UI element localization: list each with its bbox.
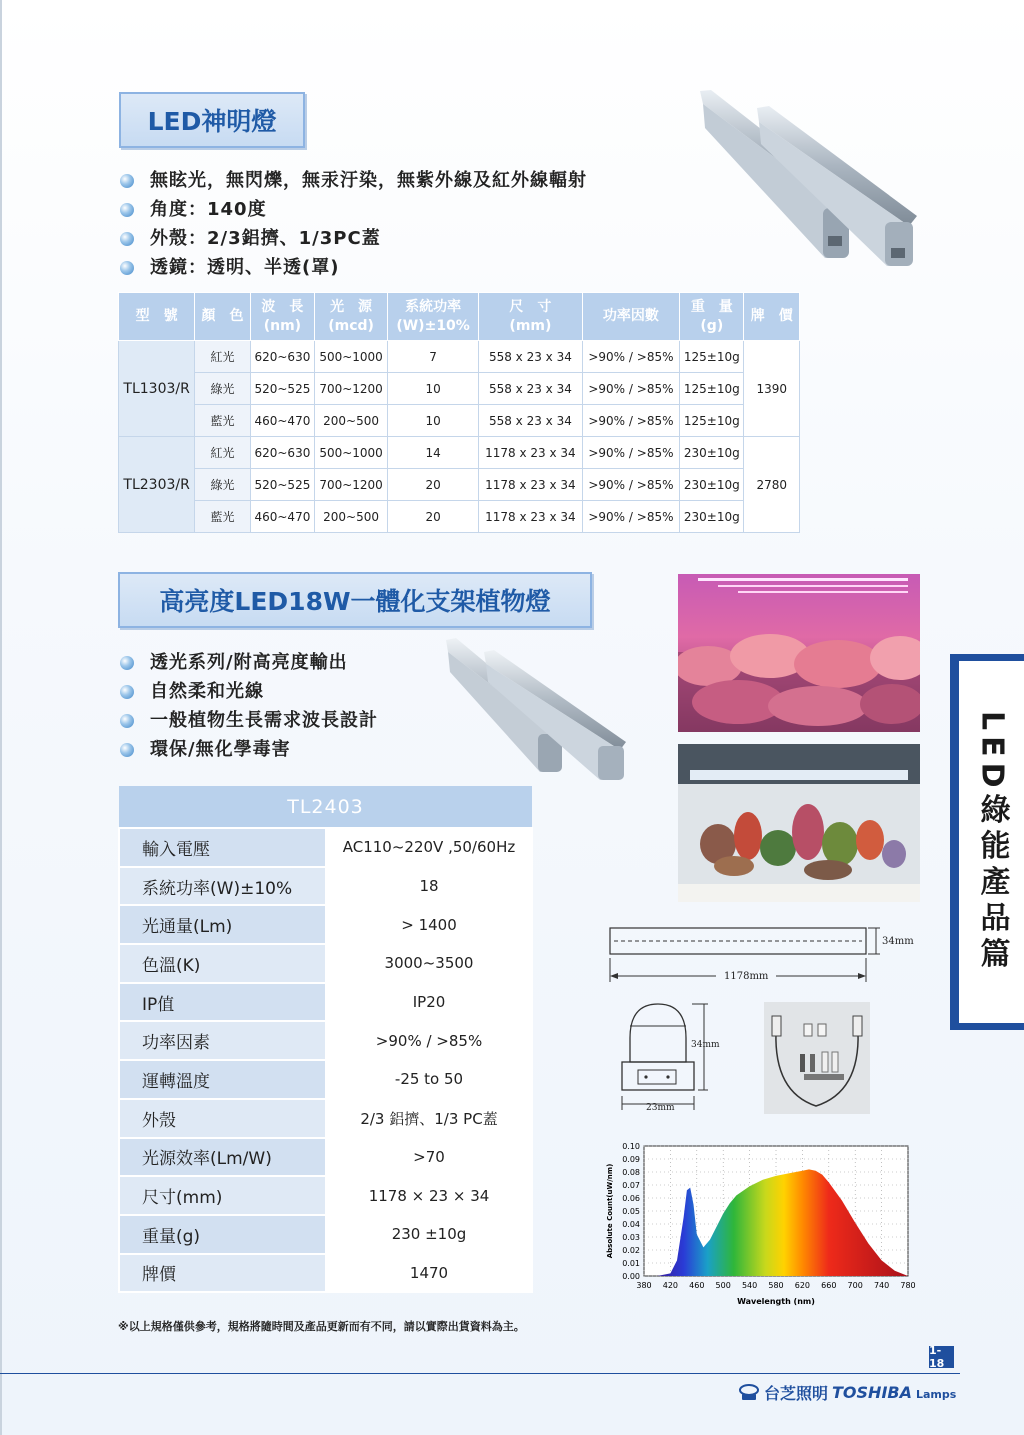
spec-key: 色溫(K) (119, 944, 326, 983)
spec-key: 系統功率(W)±10% (119, 867, 326, 906)
pf-cell: >90% / >85% (582, 405, 679, 437)
wave-cell: 520~525 (250, 373, 314, 405)
section2-feature-item: 透光系列/附高亮度輸出 (120, 648, 378, 677)
chart-y-tick-label: 0.05 (622, 1207, 640, 1216)
size-cell: 1178 x 23 x 34 (479, 501, 583, 533)
size-cell: 558 x 23 x 34 (479, 405, 583, 437)
spec-value: IP20 (326, 983, 532, 1022)
chart-x-tick-label: 420 (662, 1281, 679, 1290)
section2-feature-item: 環保/無化學毒害 (120, 735, 378, 764)
chart-x-tick-label: 460 (689, 1281, 705, 1290)
tl2403-spec-row (119, 1254, 532, 1293)
spec-disclaimer-note: ※以上規格僅供參考，規格將隨時間及產品更新而有不同，請以實際出貨資料為主。 (118, 1320, 525, 1333)
model-cell: TL1303/R (119, 341, 195, 437)
height-dimension-label: 34mm (882, 936, 914, 947)
price-cell: 2780 (744, 437, 800, 533)
section1-feature-item: 透鏡：透明、半透(罩) (120, 253, 587, 282)
spec1-header-line: 顏 色 (201, 308, 244, 324)
spec-value: >90% / >85% (326, 1021, 532, 1060)
tl2403-spec-row (119, 1176, 532, 1215)
mcd-cell: 500~1000 (315, 437, 388, 469)
page-left-border (0, 0, 2, 1435)
spec-key: 運轉溫度 (119, 1060, 326, 1099)
spec1-column-header (119, 293, 195, 341)
tl2403-spec-row (119, 1060, 532, 1099)
tl2403-spec-table (118, 786, 533, 1293)
chart-y-tick-label: 0.09 (622, 1155, 640, 1164)
pf-cell: >90% / >85% (582, 373, 679, 405)
mcd-cell: 700~1200 (315, 373, 388, 405)
page-number: 1-18 (929, 1346, 954, 1368)
pf-cell: >90% / >85% (582, 501, 679, 533)
spectrum-chart (600, 1136, 930, 1312)
spec1-column-header (195, 293, 250, 341)
section1-feature-list (120, 166, 587, 282)
chart-y-tick-label: 0.00 (622, 1272, 640, 1281)
spec1-column-header (582, 293, 679, 341)
size-cell: 558 x 23 x 34 (479, 373, 583, 405)
watt-cell: 10 (388, 405, 479, 437)
tl2403-model-header: TL2403 (119, 786, 532, 828)
section2-feature-list (120, 648, 378, 764)
spec1-header-unit: (W)±10% (396, 317, 470, 334)
spec1-header-unit: (nm) (263, 317, 302, 334)
spec1-row (119, 405, 800, 437)
chart-x-tick-label: 580 (768, 1281, 784, 1290)
spec1-column-header (744, 293, 800, 341)
weight-cell: 230±10g (680, 437, 744, 469)
spec-value: 1178 × 23 × 34 (326, 1176, 532, 1215)
watt-cell: 20 (388, 501, 479, 533)
spec-value: 1470 (326, 1254, 532, 1293)
price-cell: 1390 (744, 341, 800, 437)
color-cell: 紅光 (195, 437, 250, 469)
section1-spec-table (118, 292, 800, 533)
wave-cell: 620~630 (250, 341, 314, 373)
spec1-row (119, 341, 800, 373)
spec-key: 外殼 (119, 1099, 326, 1138)
chart-x-tick-label: 700 (847, 1281, 863, 1290)
spec-key: 重量(g) (119, 1215, 326, 1254)
spec1-header-unit: (mcd) (328, 317, 374, 334)
spec-value: -25 to 50 (326, 1060, 532, 1099)
tl2403-spec-row (119, 1099, 532, 1138)
chart-x-tick-label: 620 (794, 1281, 811, 1290)
chart-y-axis-label: Absolute Count(uW/nm) (606, 1163, 614, 1259)
tl2403-spec-row (119, 983, 532, 1022)
chart-y-tick-label: 0.02 (622, 1246, 640, 1255)
tl2403-spec-row (119, 1021, 532, 1060)
watt-cell: 10 (388, 373, 479, 405)
color-cell: 藍光 (195, 501, 250, 533)
led-tube-image-1 (697, 88, 927, 270)
spec1-row (119, 501, 800, 533)
spec1-row (119, 373, 800, 405)
spec-key: 尺寸(mm) (119, 1176, 326, 1215)
brand-suffix: Lamps (915, 1387, 957, 1401)
mcd-cell: 200~500 (315, 501, 388, 533)
category-side-tab-label: LED綠能產品篇 (974, 710, 1010, 974)
spec-value: 230 ±10g (326, 1215, 532, 1254)
spec1-column-header (479, 293, 583, 341)
mcd-cell: 200~500 (315, 405, 388, 437)
section2-feature-item: 一般植物生長需求波長設計 (120, 706, 378, 735)
spec-value: AC110~220V ,50/60Hz (326, 828, 532, 867)
spec1-header-line: 重 量 (690, 298, 733, 315)
chart-y-tick-label: 0.10 (622, 1142, 640, 1151)
cross-width-label: 23mm (646, 1103, 675, 1113)
tl2403-spec-row (119, 828, 532, 867)
footer-divider (0, 1373, 960, 1374)
size-cell: 1178 x 23 x 34 (479, 469, 583, 501)
spec1-header-line: 光 源 (330, 298, 373, 315)
tl2403-spec-row (119, 867, 532, 906)
section1-feature-item: 外殼：2/3鋁擠、1/3PC蓋 (120, 224, 587, 253)
tl2403-spec-row (119, 905, 532, 944)
chart-y-tick-label: 0.04 (622, 1220, 640, 1229)
size-cell: 558 x 23 x 34 (479, 341, 583, 373)
watt-cell: 14 (388, 437, 479, 469)
weight-cell: 230±10g (680, 501, 744, 533)
spec-key: IP值 (119, 983, 326, 1022)
spec1-header-line: 功率因數 (602, 308, 659, 324)
spec-value: > 1400 (326, 905, 532, 944)
color-cell: 紅光 (195, 341, 250, 373)
spec1-header-unit: (mm) (509, 317, 552, 334)
chart-x-tick-label: 660 (821, 1281, 837, 1290)
section2-title: 高亮度LED18W一體化支架植物燈 (118, 572, 592, 628)
weight-cell: 125±10g (680, 405, 744, 437)
spec1-column-header (315, 293, 388, 341)
spec-key: 牌價 (119, 1254, 326, 1293)
length-dimension-label: 1178mm (724, 971, 769, 982)
wave-cell: 460~470 (250, 501, 314, 533)
spec1-row (119, 437, 800, 469)
weight-cell: 125±10g (680, 341, 744, 373)
chart-y-tick-label: 0.01 (622, 1259, 640, 1268)
footer-brand (738, 1380, 956, 1404)
cross-height-label: 34mm (691, 1040, 720, 1050)
color-cell: 綠光 (195, 469, 250, 501)
size-cell: 1178 x 23 x 34 (479, 437, 583, 469)
pf-cell: >90% / >85% (582, 341, 679, 373)
mcd-cell: 500~1000 (315, 341, 388, 373)
spec1-header-line: 型 號 (135, 308, 178, 324)
chart-y-tick-label: 0.07 (622, 1181, 640, 1190)
spec1-column-header (250, 293, 314, 341)
section1-feature-item: 無眩光，無閃爍，無汞汙染，無紫外線及紅外線輻射 (120, 166, 587, 195)
spec1-header-line: 尺 寸 (509, 298, 552, 315)
spec1-column-header (388, 293, 479, 341)
section1-title: LED神明燈 (119, 92, 305, 148)
wave-cell: 620~630 (250, 437, 314, 469)
wave-cell: 460~470 (250, 405, 314, 437)
pf-cell: >90% / >85% (582, 469, 679, 501)
spec1-header-line: 系統功率 (405, 298, 462, 315)
tube-cross-section-drawing (616, 1000, 726, 1116)
category-side-tab (950, 654, 1024, 1030)
weight-cell: 125±10g (680, 373, 744, 405)
spec-key: 光源效率(Lm/W) (119, 1138, 326, 1177)
wave-cell: 520~525 (250, 469, 314, 501)
chart-x-tick-label: 780 (900, 1281, 916, 1290)
chart-x-tick-label: 740 (873, 1281, 890, 1290)
spec1-header-unit: (g) (700, 317, 724, 334)
spec1-header-line: 牌 價 (750, 308, 793, 324)
tl2403-spec-row (119, 1138, 532, 1177)
mcd-cell: 700~1200 (315, 469, 388, 501)
led-tube-image-2 (444, 636, 632, 782)
chart-x-tick-label: 380 (636, 1281, 652, 1290)
spec-value: >70 (326, 1138, 532, 1177)
connector-accessories-photo (764, 1002, 870, 1114)
chart-x-tick-label: 540 (741, 1281, 758, 1290)
chart-x-axis-label: Wavelength (nm) (737, 1297, 815, 1306)
brand-logo-icon (738, 1383, 760, 1401)
chart-x-tick-label: 500 (715, 1281, 731, 1290)
watt-cell: 7 (388, 341, 479, 373)
aquarium-photo (678, 744, 920, 902)
color-cell: 綠光 (195, 373, 250, 405)
weight-cell: 230±10g (680, 469, 744, 501)
spec-key: 光通量(Lm) (119, 905, 326, 944)
chart-y-tick-label: 0.03 (622, 1233, 640, 1242)
chart-y-tick-label: 0.06 (622, 1194, 640, 1203)
spec-key: 功率因素 (119, 1021, 326, 1060)
section2-feature-item: 自然柔和光線 (120, 677, 378, 706)
brand-english-name: TOSHIBA (832, 1382, 912, 1402)
brand-chinese-name: 台芝照明 (764, 1383, 829, 1403)
spec1-column-header (680, 293, 744, 341)
plant-growth-photo (678, 574, 920, 732)
spec-value: 18 (326, 867, 532, 906)
section1-feature-item: 角度：140度 (120, 195, 587, 224)
color-cell: 藍光 (195, 405, 250, 437)
spec-value: 2/3 鋁擠、1/3 PC蓋 (326, 1099, 532, 1138)
spec-value: 3000~3500 (326, 944, 532, 983)
chart-y-tick-label: 0.08 (622, 1168, 640, 1177)
tl2403-spec-row (119, 944, 532, 983)
spec-key: 輸入電壓 (119, 828, 326, 867)
model-cell: TL2303/R (119, 437, 195, 533)
pf-cell: >90% / >85% (582, 437, 679, 469)
spec1-row (119, 469, 800, 501)
watt-cell: 20 (388, 469, 479, 501)
spec1-header-line: 波 長 (261, 298, 304, 315)
tl2403-spec-row (119, 1215, 532, 1254)
